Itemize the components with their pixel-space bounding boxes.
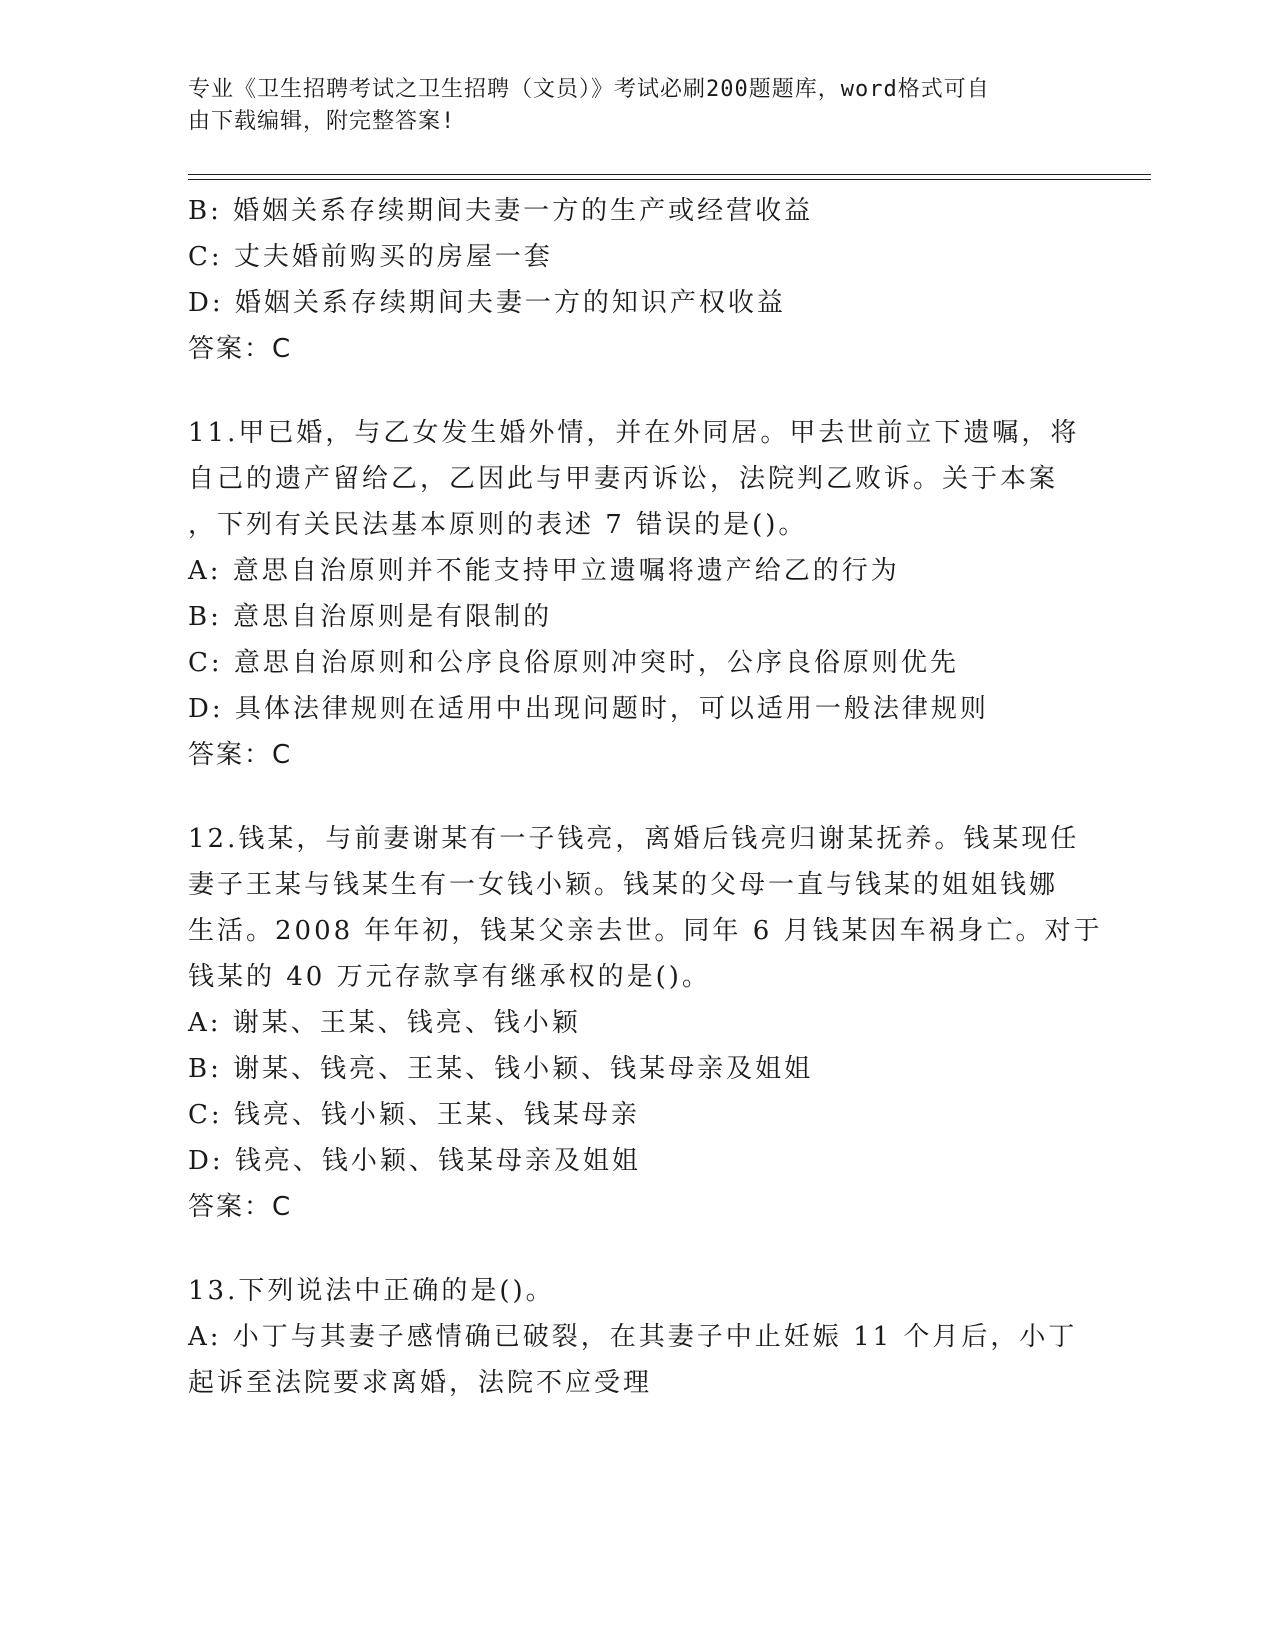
question-10 bbox=[188, 188, 1088, 372]
question-11 bbox=[188, 410, 1088, 778]
q12-option-b: B: 谢某、钱亮、王某、钱小颖、钱某母亲及姐姐 bbox=[188, 1054, 814, 1084]
q10-option-b: B: 婚姻关系存续期间夫妻一方的生产或经营收益 bbox=[188, 196, 814, 226]
q13-option-a-line-1: A: 小丁与其妻子感情确已破裂，在其妻子中止妊娠 11 个月后，小丁 bbox=[188, 1322, 1078, 1352]
spacer bbox=[188, 372, 1088, 410]
q11-answer: 答案：C bbox=[188, 740, 293, 770]
q12-stem-line-2: 妻子王某与钱某生有一女钱小颖。钱某的父母一直与钱某的姐姐钱娜 bbox=[188, 870, 1059, 900]
q12-option-a: A: 谢某、王某、钱亮、钱小颖 bbox=[188, 1008, 581, 1038]
q13-option-a-line-2: 起诉至法院要求离婚，法院不应受理 bbox=[188, 1368, 653, 1398]
q11-option-d: D: 具体法律规则在适用中出现问题时，可以适用一般法律规则 bbox=[188, 694, 989, 724]
q12-answer: 答案：C bbox=[188, 1192, 293, 1222]
q10-option-c: C: 丈夫婚前购买的房屋一套 bbox=[188, 242, 553, 272]
spacer bbox=[188, 1230, 1088, 1268]
q10-option-d: D: 婚姻关系存续期间夫妻一方的知识产权收益 bbox=[188, 288, 786, 318]
document-header bbox=[188, 74, 1068, 138]
q11-option-a: A: 意思自治原则并不能支持甲立遗嘱将遗产给乙的行为 bbox=[188, 556, 900, 586]
q12-stem-line-4: 钱某的 40 万元存款享有继承权的是()。 bbox=[188, 962, 711, 992]
question-13 bbox=[188, 1268, 1088, 1406]
q10-answer: 答案：C bbox=[188, 334, 293, 364]
header-line-1: 专业《卫生招聘考试之卫生招聘（文员）》考试必刷200题题库，word格式可自 bbox=[188, 77, 990, 102]
q11-option-b: B: 意思自治原则是有限制的 bbox=[188, 602, 553, 632]
question-content bbox=[188, 188, 1103, 1406]
q11-stem-line-3: ，下列有关民法基本原则的表述 7 错误的是()。 bbox=[188, 510, 808, 540]
q11-stem-line-1: 11.甲已婚，与乙女发生婚外情，并在外同居。甲去世前立下遗嘱，将 bbox=[188, 418, 1080, 448]
q12-stem-line-3: 生活。2008 年年初，钱某父亲去世。同年 6 月钱某因车祸身亡。对于 bbox=[188, 916, 1103, 946]
header-line-2: 由下载编辑，附完整答案! bbox=[188, 109, 456, 134]
header-rule-top bbox=[188, 174, 1151, 175]
q13-stem-line-1: 13.下列说法中正确的是()。 bbox=[188, 1276, 555, 1306]
q11-option-c: C: 意思自治原则和公序良俗原则冲突时，公序良俗原则优先 bbox=[188, 648, 959, 678]
q11-stem-line-2: 自己的遗产留给乙，乙因此与甲妻丙诉讼，法院判乙败诉。关于本案 bbox=[188, 464, 1059, 494]
header-rule-bottom bbox=[188, 179, 1151, 180]
q12-option-d: D: 钱亮、钱小颖、钱某母亲及姐姐 bbox=[188, 1146, 641, 1176]
question-12 bbox=[188, 816, 1103, 1230]
spacer bbox=[188, 778, 1088, 816]
q12-stem-line-1: 12.钱某，与前妻谢某有一子钱亮，离婚后钱亮归谢某抚养。钱某现任 bbox=[188, 824, 1080, 854]
q12-option-c: C: 钱亮、钱小颖、王某、钱某母亲 bbox=[188, 1100, 640, 1130]
